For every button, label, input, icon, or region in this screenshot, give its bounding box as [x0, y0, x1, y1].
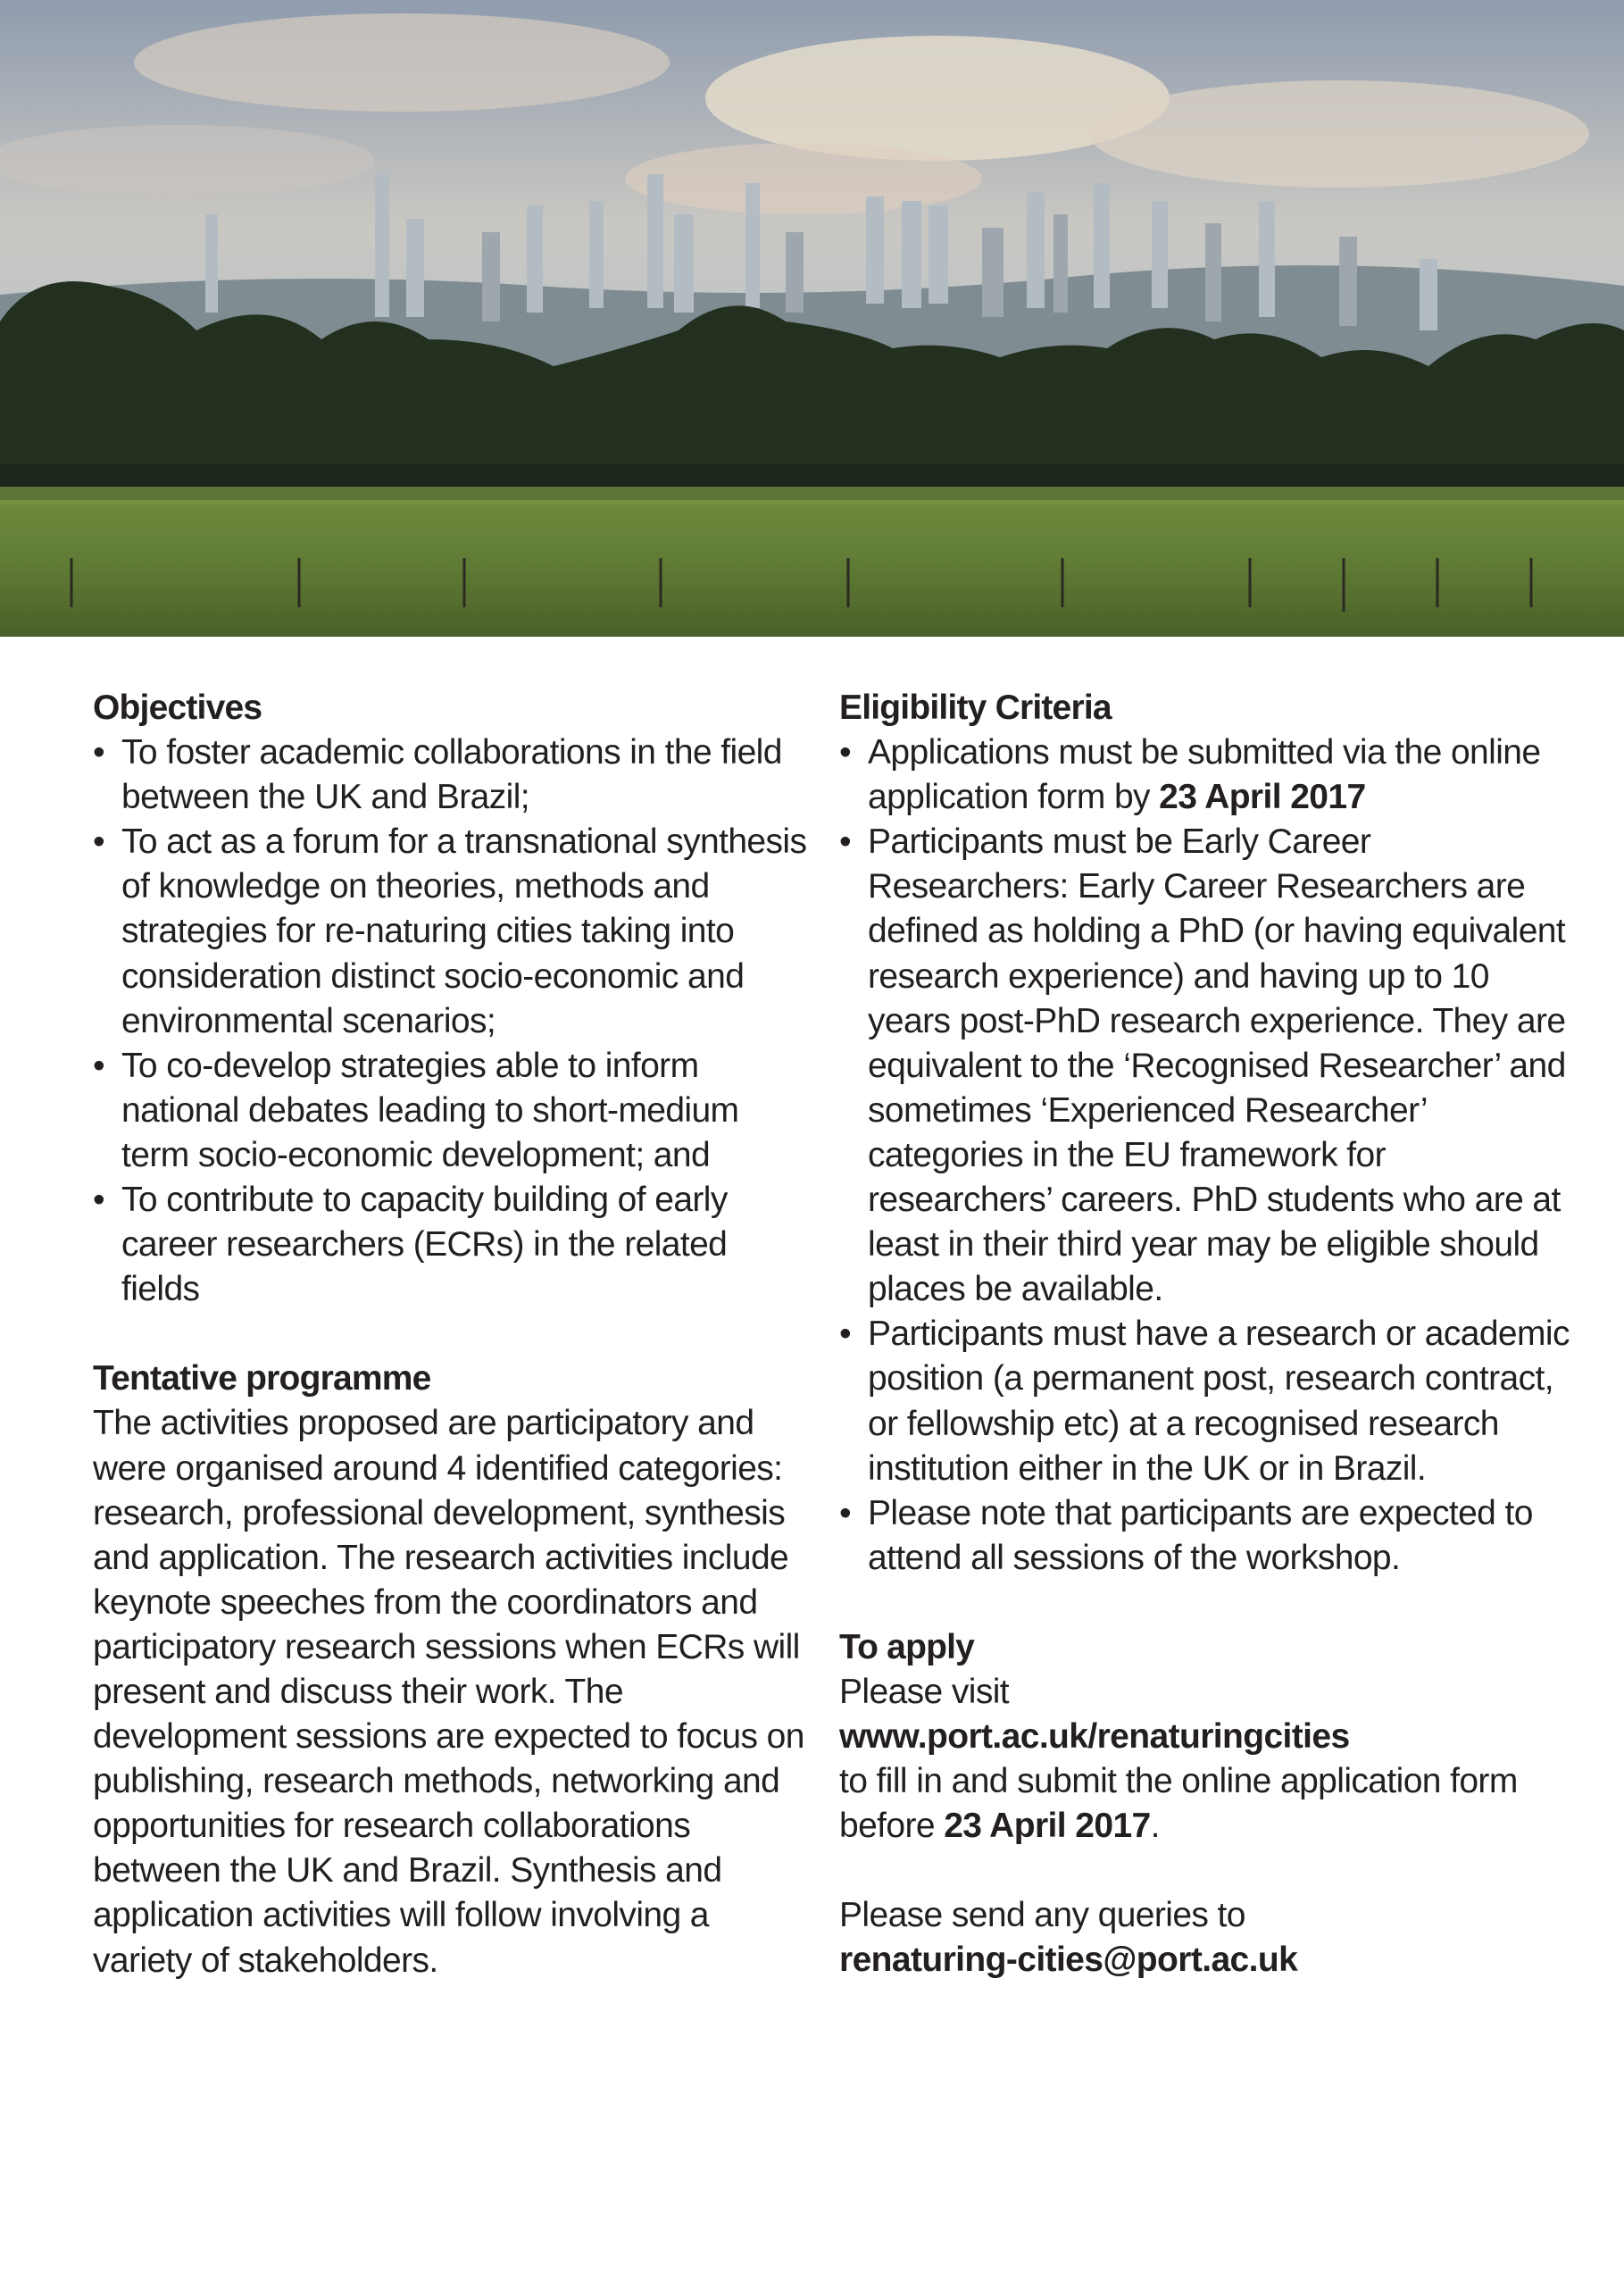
list-item — [93, 1178, 807, 1312]
deadline-date: 23 April 2017 — [1159, 778, 1366, 817]
bullet-icon: • — [839, 1315, 852, 1354]
list-item — [93, 1044, 807, 1178]
list-item — [93, 730, 807, 820]
programme-body: The activities proposed are participatory and were organised around 4 identified categories: research, professional development, synthesis and application. The research activities include keynote speeches from the coordinators and participatory research sessions when ECRs will present and discuss their work. The development sessions are expected to focus on publishing, research methods, networking and opportunities for research collaborations between the UK and Brazil. Synthesis and application activities will follow involving a variety of stakeholders. — [93, 1404, 804, 1980]
bullet-icon: • — [839, 822, 852, 862]
eligibility-section — [839, 686, 1571, 1581]
paragraph-spacer — [839, 1849, 1571, 1893]
eligibility-heading: Eligibility Criteria — [839, 689, 1112, 727]
submit-text-body: to fill in and submit the online application form before — [839, 1762, 1518, 1846]
objectives-section — [93, 686, 807, 1312]
apply-heading: To apply — [839, 1627, 975, 1666]
objective-text: To contribute to capacity building of early career researchers (ECRs) in the related fields — [121, 1181, 728, 1309]
list-item — [839, 820, 1571, 1312]
deadline-suffix: . — [1150, 1807, 1160, 1846]
eligibility-text: Participants must be Early Career Researchers: Early Career Researchers are defined as holding a PhD (or having equivalent research experience) and having up to 10 years post-PhD research experience. They are equivalent to the ‘Recognised Researcher’ and sometimes ‘Experienced Researcher’ categories in the EU framework for researchers’ careers. PhD students who are at least in their third year may be eligible should places be available. — [868, 822, 1566, 1309]
bullet-icon: • — [93, 1181, 105, 1220]
objectives-heading: Objectives — [93, 689, 262, 727]
bullet-icon: • — [93, 1046, 105, 1085]
bullet-icon: • — [839, 733, 852, 772]
apply-section — [839, 1625, 1571, 1983]
list-item — [839, 1491, 1571, 1581]
section-spacer — [839, 1581, 1571, 1625]
bullet-icon: • — [93, 822, 105, 862]
bullet-icon: • — [93, 733, 105, 772]
list-item — [839, 1312, 1571, 1490]
visit-text: Please visit — [839, 1672, 1010, 1711]
list-item — [839, 730, 1571, 820]
right-column — [839, 686, 1571, 1983]
section-spacer — [93, 1312, 807, 1357]
eligibility-text: Participants must have a research or academic position (a permanent post, research contract, or fellowship etc) at a recognised research institution either in the UK or in Brazil. — [868, 1315, 1570, 1488]
eligibility-list — [839, 730, 1571, 1581]
list-item — [93, 820, 807, 1043]
objective-text: To act as a forum for a transnational synthesis of knowledge on theories, methods and strategies for re-naturing cities taking into consideration distinct socio-economic and environmental scenarios; — [121, 822, 807, 1040]
submit-text — [839, 1759, 1571, 1849]
eligibility-text: Please note that participants are expected to attend all sessions of the workshop. — [868, 1493, 1533, 1577]
objective-text: To foster academic collaborations in the field between the UK and Brazil; — [121, 733, 782, 817]
application-url-link[interactable]: www.port.ac.uk/renaturingcities — [839, 1717, 1350, 1757]
objectives-list — [93, 730, 807, 1312]
eligibility-text: Applications must be submitted via the online application form by — [868, 733, 1541, 817]
contact-email-link[interactable]: renaturing-cities@port.ac.uk — [839, 1941, 1298, 1980]
deadline-date: 23 April 2017 — [944, 1807, 1151, 1846]
objective-text: To co-develop strategies able to inform national debates leading to short-medium term socio-economic development; and — [121, 1046, 739, 1174]
programme-heading: Tentative programme — [93, 1359, 431, 1398]
programme-section — [93, 1357, 807, 1983]
queries-text: Please send any queries to — [839, 1896, 1245, 1935]
bullet-icon: • — [839, 1493, 852, 1532]
hero-landscape-photo — [0, 0, 1624, 637]
left-column — [93, 686, 807, 1983]
landscape-photo-icon — [0, 0, 1624, 637]
